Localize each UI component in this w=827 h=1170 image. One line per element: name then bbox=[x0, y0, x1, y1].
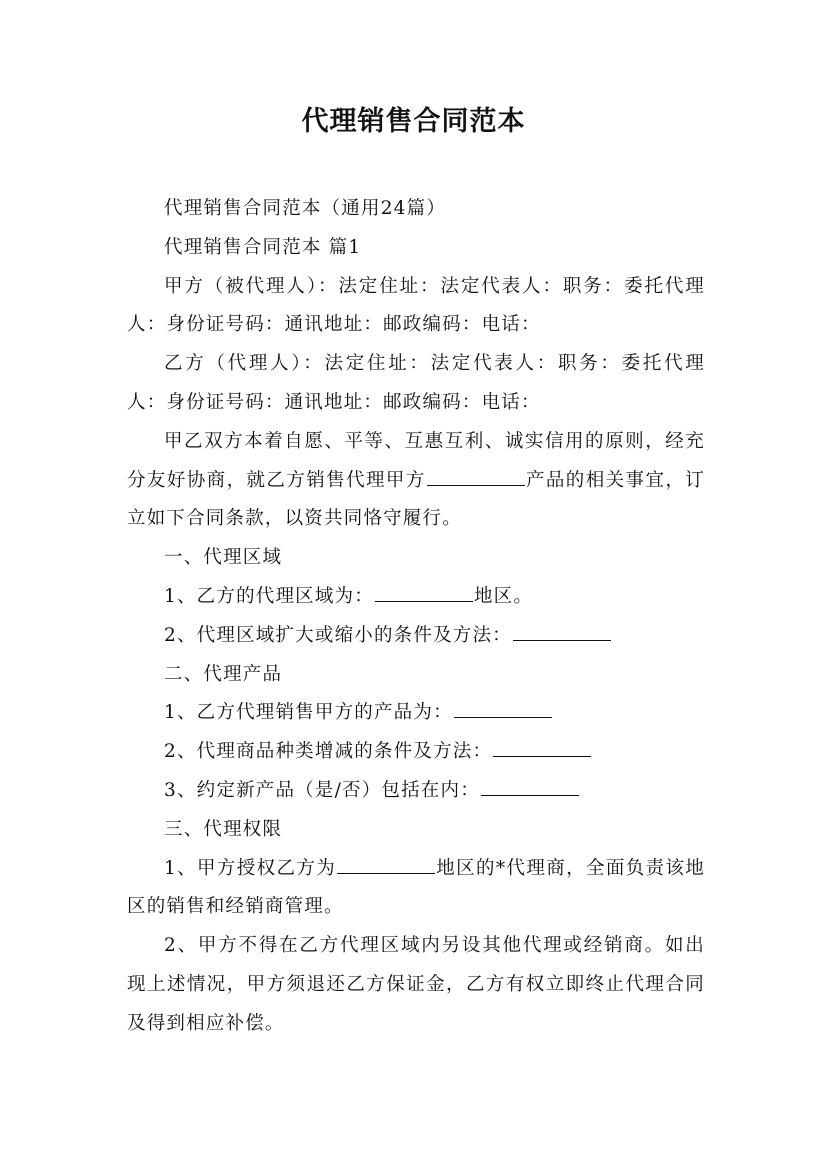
area-blank-line bbox=[375, 583, 473, 602]
document-body bbox=[127, 190, 705, 1044]
clause-area-2-text: 2、代理区域扩大或缩小的条件及方法： bbox=[164, 624, 512, 646]
clause-authority-1-suffix: 地区的*代理商，全面负责该地区的销售和经销商管理。 bbox=[127, 857, 705, 918]
preamble-text-end: 产品的相关事宜，订立如下合同条款，以资共同恪守履行。 bbox=[127, 469, 705, 530]
clause-area-2 bbox=[127, 617, 705, 656]
clause-products-3 bbox=[127, 772, 705, 811]
clause-products-2-text: 2、代理商品种类增减的条件及方法： bbox=[164, 741, 493, 763]
clause-products-1-text: 1、乙方代理销售甲方的产品为： bbox=[164, 702, 453, 724]
preamble-text-start: 甲乙双方本着自愿、平等、互惠互利、诚实信用的原则，经充分友好协商，就乙方销售代理甲方 bbox=[127, 430, 705, 491]
section-heading-part-1: 代理销售合同范本 篇1 bbox=[164, 236, 362, 258]
clause-products-2 bbox=[127, 733, 705, 772]
clause-area-1-text: 1、乙方的代理区域为： bbox=[164, 585, 374, 607]
clause-products-1 bbox=[127, 694, 705, 733]
new-products-blank-line bbox=[481, 777, 579, 796]
clause-area-1-suffix: 地区。 bbox=[473, 585, 534, 607]
party-a-paragraph: 甲方（被代理人）：法定住址：法定代表人：职务：委托代理人：身份证号码：通讯地址：邮政编码：电话： bbox=[127, 275, 705, 336]
heading-agency-authority: 三、代理权限 bbox=[164, 818, 283, 840]
products-change-blank-line bbox=[493, 738, 591, 757]
clause-products-3-text: 3、约定新产品（是/否）包括在内： bbox=[164, 779, 480, 801]
product-blank-line bbox=[427, 467, 525, 486]
clause-authority-2: 2、甲方不得在乙方代理区域内另设其他代理或经销商。如出现上述情况，甲方须退还乙方保证金，乙方有权立即终止代理合同及得到相应补偿。 bbox=[127, 935, 705, 1034]
clause-area-1 bbox=[127, 578, 705, 617]
party-b-paragraph: 乙方（代理人）：法定住址：法定代表人：职务：委托代理人：身份证号码：通讯地址：邮政编码：电话： bbox=[127, 353, 705, 413]
clause-authority-1 bbox=[127, 850, 705, 928]
area-change-blank-line bbox=[513, 622, 611, 641]
subtitle-paragraph: 代理销售合同范本（通用24篇） bbox=[164, 198, 447, 219]
authority-area-blank-line bbox=[337, 855, 435, 874]
heading-agency-area: 一、代理区域 bbox=[164, 547, 283, 569]
document-title: 代理销售合同范本 bbox=[301, 106, 526, 137]
preamble-paragraph bbox=[127, 423, 705, 539]
heading-agency-products: 二、代理产品 bbox=[164, 663, 283, 685]
clause-authority-1-text: 1、甲方授权乙方为 bbox=[164, 857, 337, 879]
products-blank-line bbox=[454, 699, 552, 718]
